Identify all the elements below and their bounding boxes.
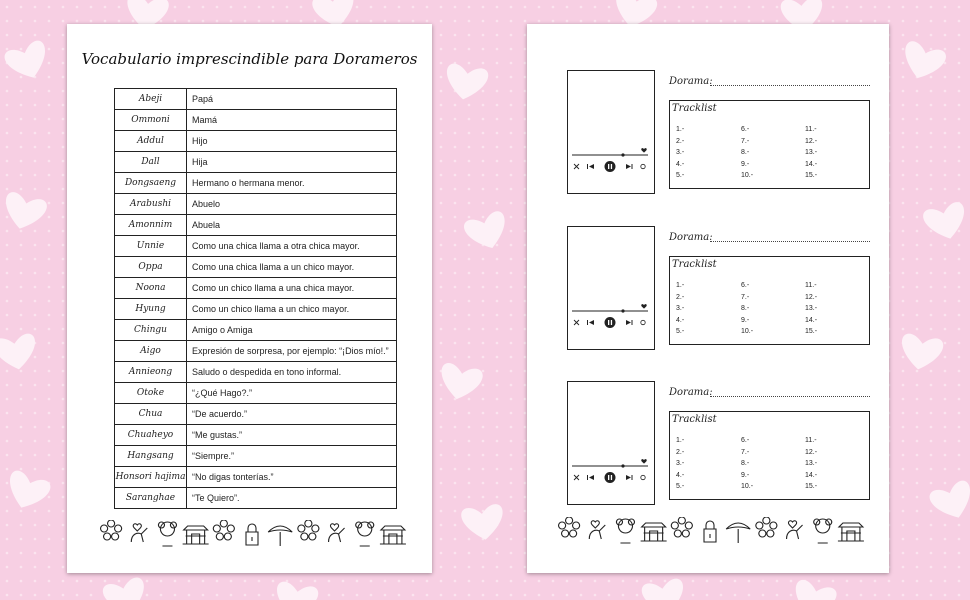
flower-icon [101, 520, 122, 540]
track-number: 7.- [741, 293, 750, 301]
bear-icon [158, 522, 176, 546]
korean-term: Oppa [115, 257, 187, 278]
korean-term: Saranghae [115, 488, 187, 509]
track-number: 10.- [741, 328, 754, 336]
finger-heart-icon [131, 524, 147, 542]
track-number: 11.- [805, 126, 817, 133]
shuffle-icon [574, 164, 579, 169]
track-number: 15.- [805, 483, 818, 491]
umbrella-icon [268, 526, 292, 546]
decorative-icons-row [97, 520, 407, 548]
flower-icon [756, 517, 777, 537]
track-number: 6.- [741, 437, 750, 444]
korean-term: Abeji [115, 89, 187, 110]
term-meaning: Saludo o despedida en tono informal. [187, 362, 397, 383]
track-number: 8.- [741, 460, 750, 468]
umbrella-icon [726, 523, 750, 543]
track-number: 11.- [805, 282, 817, 289]
korean-term: Chua [115, 404, 187, 425]
repeat-icon [641, 320, 645, 324]
table-row [115, 110, 397, 131]
dorama-block [527, 370, 889, 502]
term-meaning: “Siempre.” [187, 446, 397, 467]
tracklist-title: Tracklist [672, 414, 717, 425]
vocabulary-table [114, 88, 397, 509]
previous-icon [587, 320, 594, 325]
korean-term: Noona [115, 278, 187, 299]
lock-icon [246, 524, 258, 545]
lock-icon [704, 521, 716, 542]
track-column [741, 435, 753, 493]
shuffle-icon [574, 320, 579, 325]
tracklist-title: Tracklist [672, 259, 717, 270]
korean-term: Addul [115, 131, 187, 152]
tracklist-box [669, 256, 870, 345]
korean-term: Hangsang [115, 446, 187, 467]
track-number: 7.- [741, 137, 750, 145]
decorative-icons-row [555, 517, 865, 545]
term-meaning: Como una chica llama a otra chica mayor. [187, 236, 397, 257]
track-number: 13.- [805, 305, 818, 313]
track-number: 14.- [805, 316, 818, 324]
previous-icon [587, 475, 594, 480]
korean-term: Honsori hajima [115, 467, 187, 488]
track-number: 5.- [676, 172, 685, 180]
track-number: 12.- [805, 137, 818, 145]
track-number: 15.- [805, 328, 818, 336]
korean-term: Hyung [115, 299, 187, 320]
table-row [115, 299, 397, 320]
track-column [805, 124, 817, 182]
track-number: 8.- [741, 149, 750, 157]
music-player-frame [567, 226, 655, 350]
table-row [115, 425, 397, 446]
finger-heart-icon [589, 521, 605, 539]
next-icon [626, 164, 633, 169]
flower-icon [298, 520, 319, 540]
vocabulary-page [67, 24, 432, 573]
table-row [115, 278, 397, 299]
track-number: 1.- [676, 126, 685, 133]
track-number: 14.- [805, 160, 818, 168]
track-column [805, 435, 817, 493]
term-meaning: Hija [187, 152, 397, 173]
palace-icon [183, 526, 209, 544]
track-number: 5.- [676, 483, 685, 491]
track-number: 3.- [676, 460, 685, 468]
track-number: 3.- [676, 149, 685, 157]
pause-icon [605, 161, 616, 172]
track-column [676, 124, 684, 182]
track-number: 9.- [741, 316, 750, 324]
heart-icon [641, 148, 646, 153]
korean-term: Chuaheyo [115, 425, 187, 446]
pause-icon [605, 317, 616, 328]
dorama-block [527, 59, 889, 191]
track-number: 2.- [676, 448, 685, 456]
track-number: 1.- [676, 437, 685, 444]
table-row [115, 152, 397, 173]
table-row [115, 194, 397, 215]
finger-heart-icon [329, 524, 345, 542]
table-row [115, 131, 397, 152]
track-number: 5.- [676, 328, 685, 336]
track-number: 6.- [741, 282, 750, 289]
term-meaning: Mamá [187, 110, 397, 131]
term-meaning: Como un chico llama a una chica mayor. [187, 278, 397, 299]
repeat-icon [641, 475, 645, 479]
tracklist-box [669, 100, 870, 189]
flower-icon [213, 520, 234, 540]
track-number: 4.- [676, 316, 685, 324]
flower-icon [671, 517, 692, 537]
track-number: 10.- [741, 172, 754, 180]
flower-icon [559, 517, 580, 537]
track-number: 2.- [676, 137, 685, 145]
track-column [676, 435, 684, 493]
korean-term: Ommoni [115, 110, 187, 131]
korean-term: Arabushi [115, 194, 187, 215]
table-row [115, 446, 397, 467]
term-meaning: Abuelo [187, 194, 397, 215]
page-title: Vocabulario imprescindible para Dorameros [81, 50, 418, 68]
term-meaning: Expresión de sorpresa, por ejemplo: “¡Dios mío!.” [187, 341, 397, 362]
table-row [115, 215, 397, 236]
dorama-label: Dorama: [669, 387, 713, 398]
term-meaning: Hijo [187, 131, 397, 152]
heart-icon [641, 304, 646, 309]
korean-term: Amonnim [115, 215, 187, 236]
track-number: 12.- [805, 448, 818, 456]
term-meaning: Como una chica llama a un chico mayor. [187, 257, 397, 278]
track-number: 9.- [741, 471, 750, 479]
bear-icon [814, 519, 832, 543]
table-row [115, 257, 397, 278]
table-row [115, 383, 397, 404]
dorama-label: Dorama: [669, 232, 713, 243]
track-number: 9.- [741, 160, 750, 168]
track-number: 13.- [805, 149, 818, 157]
track-column [676, 280, 684, 338]
track-number: 3.- [676, 305, 685, 313]
table-row [115, 362, 397, 383]
track-number: 7.- [741, 448, 750, 456]
term-meaning: Hermano o hermana menor. [187, 173, 397, 194]
track-number: 14.- [805, 471, 818, 479]
next-icon [626, 320, 633, 325]
palace-icon [838, 523, 864, 541]
table-row [115, 488, 397, 509]
track-number: 12.- [805, 293, 818, 301]
term-meaning: Amigo o Amiga [187, 320, 397, 341]
progress-knob [621, 309, 624, 312]
music-player-frame [567, 70, 655, 194]
korean-term: Dall [115, 152, 187, 173]
track-column [805, 280, 817, 338]
dorama-tracklist-page [527, 24, 889, 573]
track-number: 6.- [741, 126, 750, 133]
korean-term: Aigo [115, 341, 187, 362]
bear-icon [616, 519, 634, 543]
palace-icon [641, 523, 667, 541]
table-row [115, 404, 397, 425]
term-meaning: “De acuerdo.” [187, 404, 397, 425]
tracklist-box [669, 411, 870, 500]
table-row [115, 89, 397, 110]
track-number: 8.- [741, 305, 750, 313]
track-column [741, 124, 753, 182]
term-meaning: Papá [187, 89, 397, 110]
previous-icon [587, 164, 594, 169]
repeat-icon [641, 164, 645, 168]
track-number: 1.- [676, 282, 685, 289]
term-meaning: Abuela [187, 215, 397, 236]
track-number: 4.- [676, 471, 685, 479]
term-meaning: “Te Quiero”. [187, 488, 397, 509]
track-number: 15.- [805, 172, 818, 180]
term-meaning: “Me gustas.” [187, 425, 397, 446]
track-number: 11.- [805, 437, 817, 444]
palace-icon [380, 526, 406, 544]
heart-icon [641, 459, 646, 464]
korean-term: Chingu [115, 320, 187, 341]
track-column [741, 280, 753, 338]
pause-icon [605, 472, 616, 483]
dorama-name-line [710, 241, 870, 242]
korean-term: Dongsaeng [115, 173, 187, 194]
table-row [115, 236, 397, 257]
track-number: 10.- [741, 483, 754, 491]
term-meaning: “No digas tonterías.” [187, 467, 397, 488]
korean-term: Annieong [115, 362, 187, 383]
table-row [115, 173, 397, 194]
track-number: 2.- [676, 293, 685, 301]
term-meaning: “¿Qué Hago?.” [187, 383, 397, 404]
table-row [115, 467, 397, 488]
progress-knob [621, 464, 624, 467]
korean-term: Unnie [115, 236, 187, 257]
music-player-frame [567, 381, 655, 505]
progress-knob [621, 153, 624, 156]
next-icon [626, 475, 633, 480]
finger-heart-icon [787, 521, 803, 539]
shuffle-icon [574, 475, 579, 480]
table-row [115, 341, 397, 362]
table-row [115, 320, 397, 341]
term-meaning: Como un chico llama a un chico mayor. [187, 299, 397, 320]
track-number: 13.- [805, 460, 818, 468]
track-number: 4.- [676, 160, 685, 168]
bear-icon [356, 522, 374, 546]
dorama-label: Dorama: [669, 76, 713, 87]
korean-term: Otoke [115, 383, 187, 404]
dorama-name-line [710, 85, 870, 86]
dorama-name-line [710, 396, 870, 397]
dorama-block [527, 215, 889, 347]
tracklist-title: Tracklist [672, 103, 717, 114]
